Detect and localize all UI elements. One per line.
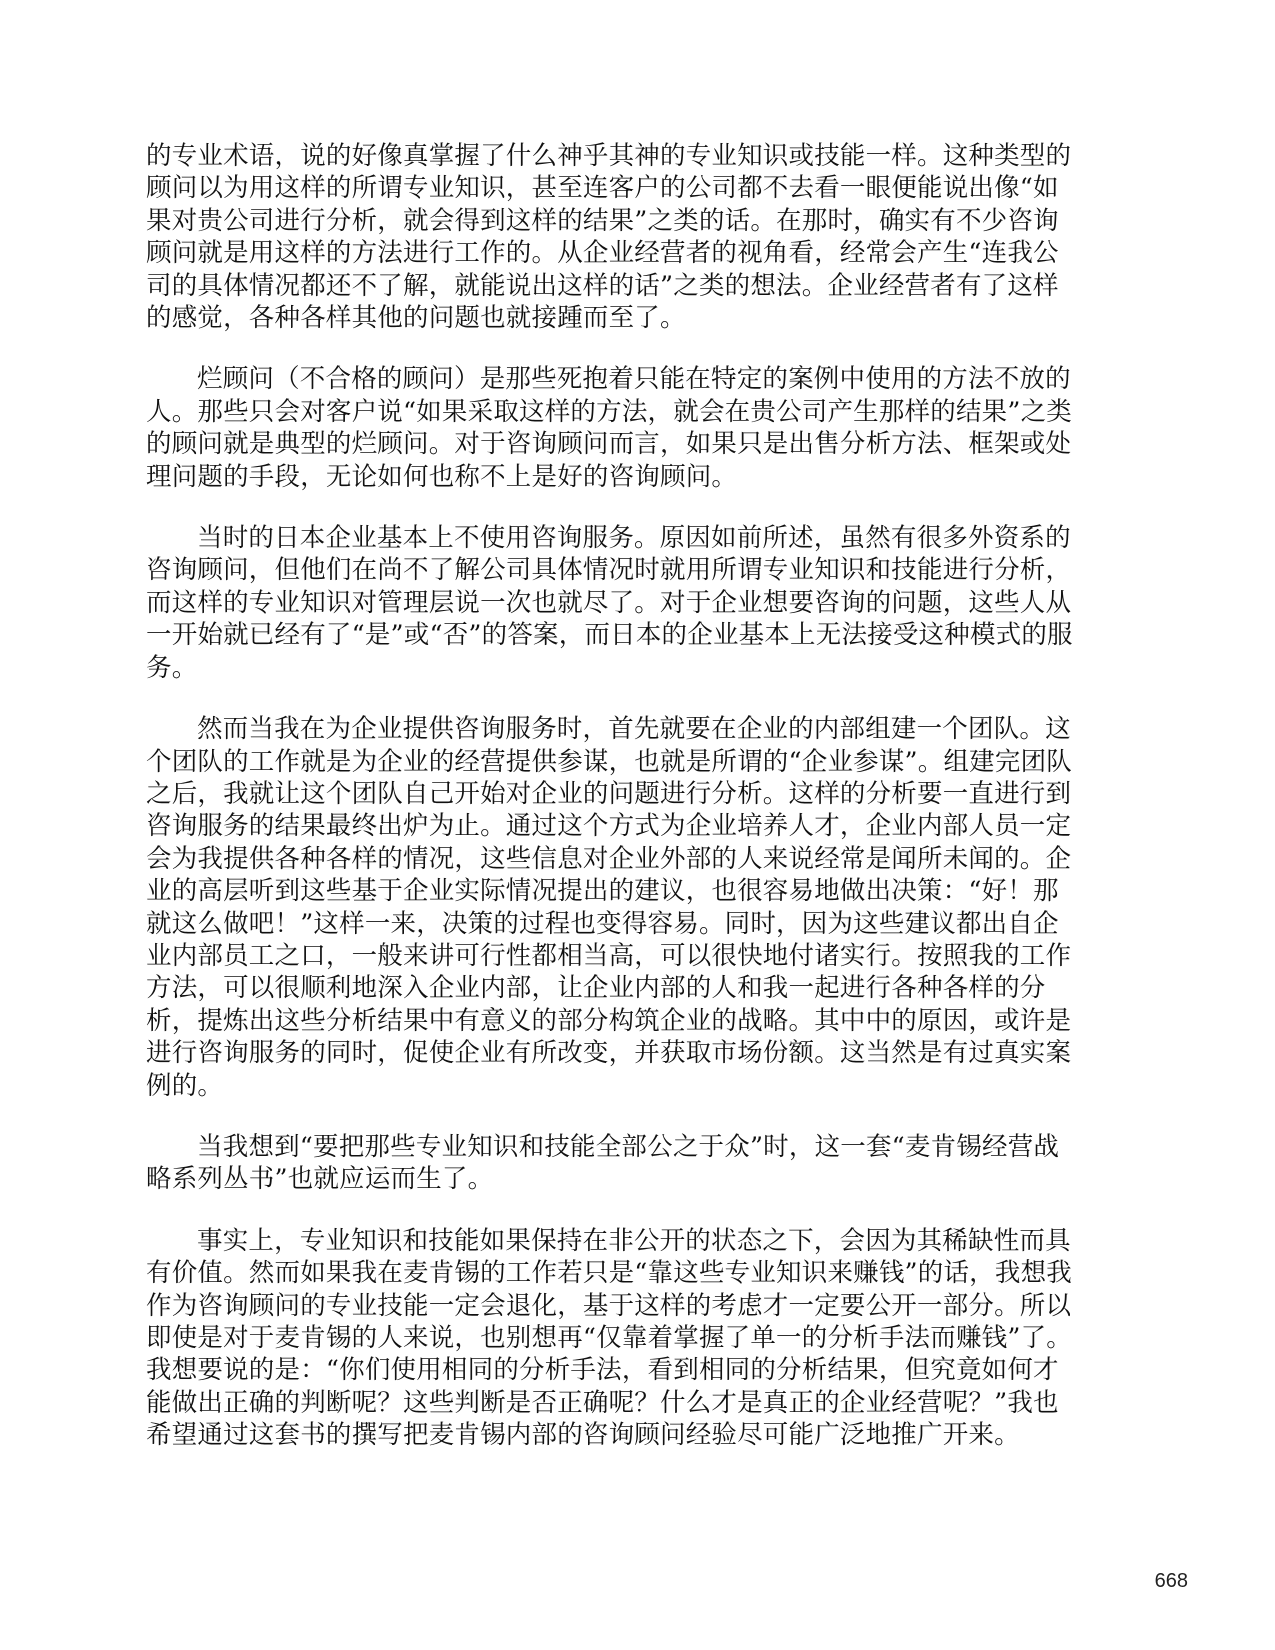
- paragraph-1: 的专业术语，说的好像真掌握了什么神乎其神的专业知识或技能一样。这种类型的顾问以为用这样的所谓专业知识，甚至连客户的公司都不去看一眼便能说出像“如果对贵公司进行分析，就会得到这样的结果”之类的话。在那时，确实有不少咨询顾问就是用这样的方法进行工作的。从企业经营者的视角看，经常会产生“连我公司的具体情况都还不了解，就能说出这样的话”之类的想法。企业经营者有了这样的感觉，各种各样其他的问题也就接踵而至了。: [146, 141, 1072, 334]
- body-text: [146, 140, 1084, 1481]
- paragraph-5: 当我想到“要把那些专业知识和技能全部公之于众”时，这一套“麦肯锡经营战略系列丛书”也就应运而生了。: [146, 1131, 1060, 1195]
- paragraph-6: 事实上，专业知识和技能如果保持在非公开的状态之下，会因为其稀缺性而具有价值。然而如果我在麦肯锡的工作若只是“靠这些专业知识来赚钱”的话，我想我作为咨询顾问的专业技能一定会退化，基于这样的考虑才一定要公开一部分。所以即使是对于麦肯锡的人来说，也别想再“仅靠着掌握了单一的分析手法而赚钱”了。我想要说的是：“你们使用相同的分析手法，看到相同的分析结果，但究竟如何才能做出正确的判断呢？这些判断是否正确呢？什么才是真正的企业经营呢？”我也希望通过这套书的撰写把麦肯锡内部的咨询顾问经验尽可能广泛地推广开来。: [146, 1225, 1072, 1451]
- paragraph-2: 烂顾问（不合格的顾问）是那些死抱着只能在特定的案例中使用的方法不放的人。那些只会对客户说“如果采取这样的方法，就会在贵公司产生那样的结果”之类的顾问就是典型的烂顾问。对于咨询顾问而言，如果只是出售分析方法、框架或处理问题的手段，无论如何也称不上是好的咨询顾问。: [146, 364, 1072, 492]
- page-number: 668: [1154, 1570, 1188, 1592]
- paragraph-3: 当时的日本企业基本上不使用咨询服务。原因如前所述，虽然有很多外资系的咨询顾问，但他们在尚不了解公司具体情况时就用所谓专业知识和技能进行分析，而这样的专业知识对管理层说一次也就尽了。对于企业想要咨询的问题，这些人从一开始就已经有了“是”或“否”的答案，而日本的企业基本上无法接受这种模式的服务。: [146, 523, 1073, 683]
- paragraph-4: 然而当我在为企业提供咨询服务时，首先就要在企业的内部组建一个团队。这个团队的工作就是为企业的经营提供参谋，也就是所谓的“企业参谋”。组建完团队之后，我就让这个团队自己开始对企业的问题进行分析。这样的分析要一直进行到咨询服务的结果最终出炉为止。通过这个方式为企业培养人才，企业内部人员一定会为我提供各种各样的情况，这些信息对企业外部的人来说经常是闻所未闻的。企业的高层听到这些基于企业实际情况提出的建议，也很容易地做出决策：“好！那就这么做吧！”这样一来，决策的过程也变得容易。同时，因为这些建议都出自企业内部员工之口，一般来讲可行性都相当高，可以很快地付诸实行。按照我的工作方法，可以很顺利地深入企业内部，让企业内部的人和我一起进行各种各样的分析，提炼出这些分析结果中有意义的部分构筑企业的战略。其中中的原因，或许是进行咨询服务的同时，促使企业有所改变，并获取市场份额。这当然是有过真实案例的。: [146, 714, 1072, 1101]
